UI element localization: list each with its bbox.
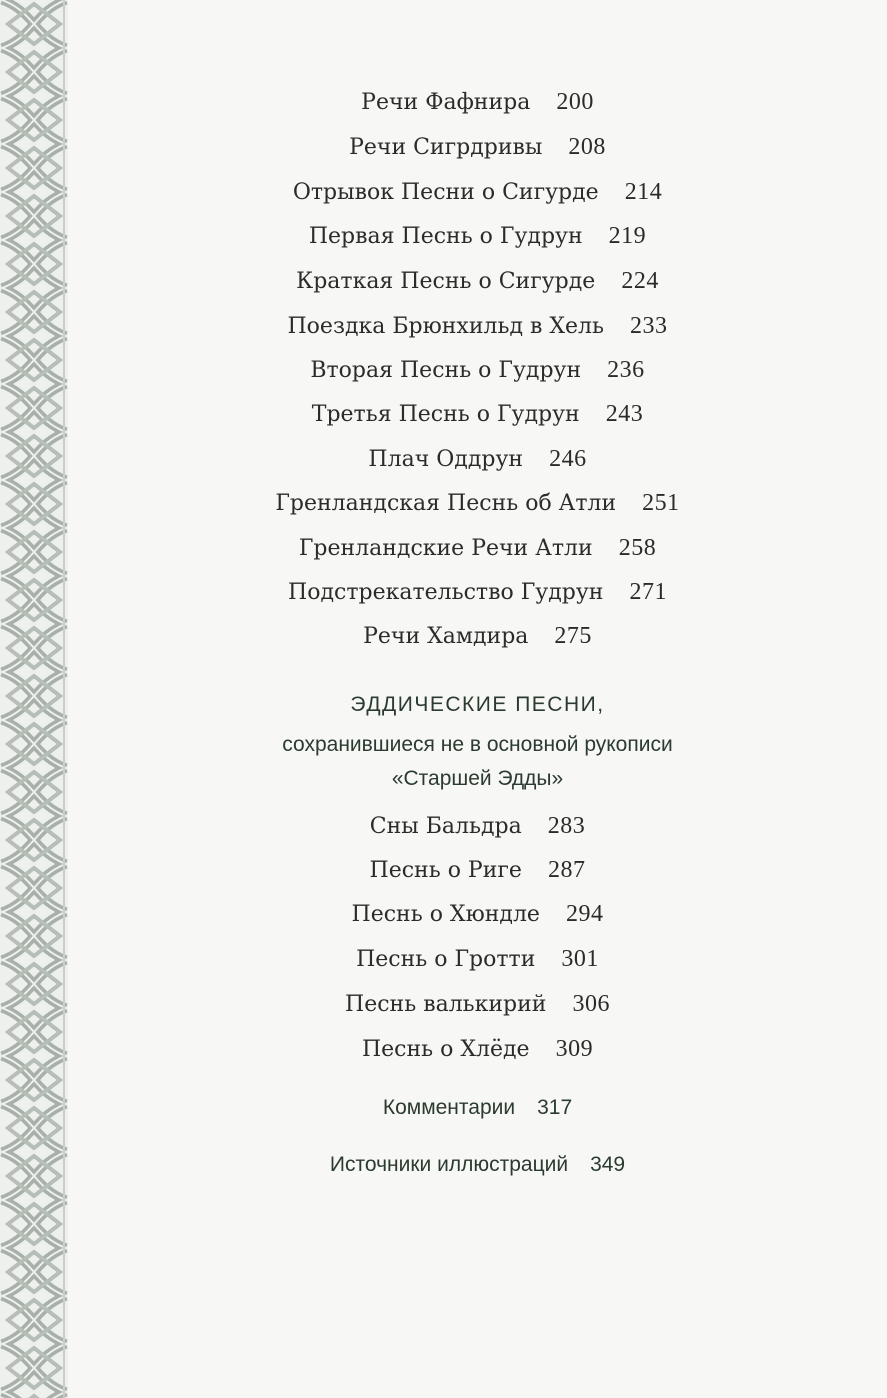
toc-entry-title: Песнь о Риге — [369, 858, 522, 883]
toc-entry-page: 317 — [537, 1096, 573, 1119]
toc-entry-page: 301 — [561, 946, 599, 972]
toc-entry-title: Песнь о Хлёде — [361, 1037, 530, 1062]
toc-entry — [68, 178, 887, 207]
toc-entry-page: 200 — [556, 89, 594, 115]
toc-entry-page: 251 — [642, 490, 680, 516]
toc-entry-title: Вторая Песнь о Гудрун — [310, 358, 582, 383]
toc-entry — [68, 267, 887, 296]
toc-entry-page: 236 — [607, 357, 645, 383]
toc-entry — [68, 400, 887, 429]
toc-entry — [68, 534, 887, 563]
toc-entry-page: 224 — [621, 268, 659, 294]
toc-entry — [68, 578, 887, 607]
toc-entry-title: Песнь валькирий — [345, 992, 547, 1017]
toc-entry-page: 219 — [608, 223, 647, 249]
toc-entry-title: Песнь о Гротти — [356, 947, 536, 972]
toc-entry-title: Речи Сигрдривы — [349, 135, 543, 160]
toc-entry-title: Отрывок Песни о Сигурде — [292, 180, 599, 205]
toc-entry — [68, 445, 887, 474]
toc-entry-page: 275 — [554, 623, 592, 649]
toc-entry — [68, 133, 887, 162]
toc-entry-commentary — [68, 1094, 887, 1122]
celtic-knot-border — [0, 0, 68, 1398]
toc-entry-page: 208 — [568, 134, 606, 160]
toc-entry-title: Подстрекательство Гудрун — [288, 580, 604, 605]
toc-entry — [68, 312, 887, 341]
toc-entry-page: 214 — [624, 179, 663, 205]
section-subheading-line2: «Старшей Эдды» — [391, 767, 564, 790]
toc-entry-title: Гренландские Речи Атли — [298, 536, 593, 561]
section-subheading-line1: сохранившиеся не в основной рукописи — [282, 733, 673, 756]
toc-entry — [68, 222, 887, 251]
toc-entry-title: Гренландская Песнь об Атли — [275, 491, 617, 516]
toc-entry-page: 246 — [549, 446, 587, 472]
toc-entry-title: Песнь о Хюндле — [351, 902, 540, 927]
toc-entry-page: 294 — [565, 901, 604, 927]
toc-entry-title: Первая Песнь о Гудрун — [308, 224, 583, 249]
toc-entry — [68, 489, 887, 518]
toc-entry — [68, 1035, 887, 1064]
toc-entry-page: 258 — [618, 535, 657, 561]
toc-entry-title: Краткая Песнь о Сигурде — [296, 269, 596, 294]
toc-entry-page: 233 — [630, 313, 668, 339]
toc-entry — [68, 990, 887, 1019]
toc-entry-page: 287 — [547, 857, 586, 883]
toc-entry-page: 243 — [605, 401, 644, 427]
toc-entry — [68, 622, 887, 651]
toc-entry-illustration-sources — [68, 1151, 887, 1179]
toc-entry-page: 306 — [572, 991, 610, 1017]
section-heading: ЭДДИЧЕСКИЕ ПЕСНИ, — [350, 693, 605, 716]
toc-entry-title: Поездка Брюнхильд в Хель — [287, 314, 604, 339]
toc-entry — [68, 812, 887, 841]
toc-entry-page: 349 — [590, 1153, 626, 1176]
toc-entry — [68, 88, 887, 117]
toc-entry-title: Источники иллюстраций — [329, 1153, 569, 1176]
toc-entry-title: Речи Хамдира — [363, 624, 529, 649]
toc-entry — [68, 856, 887, 885]
toc-entry-title: Третья Песнь о Гудрун — [311, 402, 580, 427]
toc-entry-title: Речи Фафнира — [361, 90, 531, 115]
toc-entry-title: Комментарии — [382, 1096, 516, 1119]
toc-entry-title: Плач Оддрун — [368, 447, 524, 472]
table-of-contents — [68, 0, 887, 1398]
toc-entry — [68, 356, 887, 385]
toc-entry-page: 271 — [629, 579, 667, 605]
toc-entry-page: 309 — [555, 1036, 594, 1062]
toc-entry — [68, 900, 887, 929]
toc-entry — [68, 945, 887, 974]
toc-entry-page: 283 — [547, 813, 586, 839]
toc-entry-title: Сны Бальдра — [369, 814, 522, 839]
